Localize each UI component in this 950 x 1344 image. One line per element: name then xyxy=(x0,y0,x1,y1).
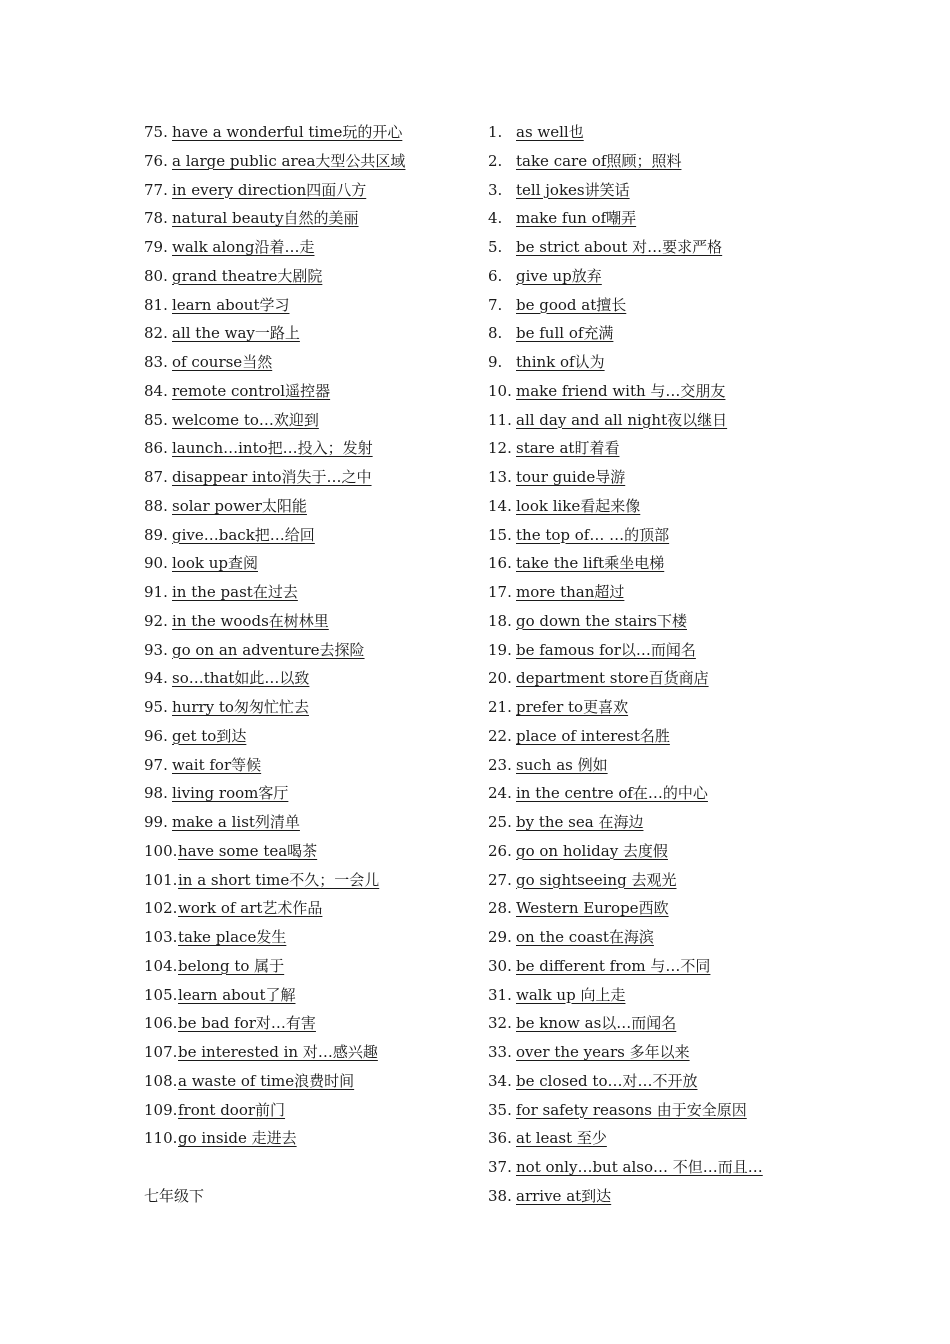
left-phrase-column xyxy=(144,118,474,1211)
entry-phrase: go on an adventure去探险 xyxy=(172,640,365,659)
entry-phrase: in the past在过去 xyxy=(172,583,298,601)
phrase-entry xyxy=(488,578,908,607)
phrase-entry xyxy=(144,1096,474,1125)
entry-number: 35. xyxy=(488,1100,512,1119)
entry-number: 96. xyxy=(144,726,168,745)
phrase-entry xyxy=(144,118,474,147)
entry-number: 102. xyxy=(144,899,178,918)
entry-number: 21. xyxy=(488,698,512,716)
phrase-entry xyxy=(144,176,474,205)
phrase-entry xyxy=(488,463,908,492)
entry-phrase: department store百货商店 xyxy=(516,669,709,688)
entry-number: 6. xyxy=(488,266,503,285)
entry-phrase: look up查阅 xyxy=(172,554,258,573)
entry-phrase: tour guide导游 xyxy=(516,468,626,486)
phrase-entry xyxy=(488,377,908,406)
entry-number: 83. xyxy=(144,353,168,371)
phrase-entry xyxy=(488,521,908,550)
entry-number: 99. xyxy=(144,813,168,831)
entry-number: 23. xyxy=(488,755,512,774)
phrase-entry xyxy=(488,406,908,435)
entry-number: 4. xyxy=(488,209,503,228)
entry-phrase: such as 例如 xyxy=(516,755,608,774)
phrase-entry xyxy=(488,348,908,377)
phrase-entry xyxy=(144,722,474,751)
entry-phrase: launch…into把…投入；发射 xyxy=(172,439,373,458)
phrase-entry xyxy=(144,952,474,981)
entry-number: 79. xyxy=(144,238,168,256)
entry-number: 19. xyxy=(488,640,512,659)
entry-phrase: walk along沿着…走 xyxy=(172,238,315,256)
entry-number: 27. xyxy=(488,870,512,889)
blank-line xyxy=(144,1153,474,1182)
entry-number: 90. xyxy=(144,554,168,573)
entry-number: 88. xyxy=(144,496,168,515)
entry-number: 31. xyxy=(488,985,512,1004)
entry-number: 12. xyxy=(488,439,512,458)
phrase-entry xyxy=(488,492,908,521)
entry-phrase: remote control遥控器 xyxy=(172,381,331,400)
phrase-entry xyxy=(144,521,474,550)
entry-phrase: solar power太阳能 xyxy=(172,496,307,515)
entry-phrase: natural beauty自然的美丽 xyxy=(172,209,359,228)
entry-number: 38. xyxy=(488,1186,512,1205)
entry-phrase: for safety reasons 由于安全原因 xyxy=(516,1100,747,1119)
section-title: 七年级下 xyxy=(144,1186,205,1205)
phrase-entry xyxy=(488,118,908,147)
entry-number: 2. xyxy=(488,151,503,170)
entry-number: 15. xyxy=(488,525,512,544)
entry-phrase: welcome to…欢迎到 xyxy=(172,410,319,429)
entry-phrase: have a wonderful time玩的开心 xyxy=(172,123,403,141)
phrase-entry xyxy=(144,1124,474,1153)
phrase-entry xyxy=(144,693,474,722)
entry-number: 110. xyxy=(144,1129,178,1148)
phrase-entry xyxy=(488,779,908,808)
phrase-entry xyxy=(488,176,908,205)
phrase-entry xyxy=(488,722,908,751)
entry-phrase: take care of照顾；照料 xyxy=(516,151,682,170)
entry-number: 101. xyxy=(144,870,178,889)
entry-number: 26. xyxy=(488,841,512,860)
entry-number: 34. xyxy=(488,1071,512,1090)
entry-phrase: give up放弃 xyxy=(516,266,602,285)
phrase-entry xyxy=(488,434,908,463)
phrase-entry xyxy=(488,751,908,780)
entry-number: 30. xyxy=(488,956,512,975)
phrase-entry xyxy=(144,1038,474,1067)
entry-phrase: Western Europe西欧 xyxy=(516,899,669,918)
entry-number: 75. xyxy=(144,123,168,141)
phrase-entry xyxy=(488,262,908,291)
phrase-entry xyxy=(488,1182,908,1211)
phrase-entry xyxy=(144,463,474,492)
phrase-entry xyxy=(488,1009,908,1038)
entry-number: 87. xyxy=(144,468,168,486)
entry-phrase: wait for等候 xyxy=(172,755,262,774)
phrase-entry xyxy=(488,1153,908,1182)
phrase-entry xyxy=(144,262,474,291)
entry-phrase: tell jokes讲笑话 xyxy=(516,180,630,199)
phrase-entry xyxy=(488,664,908,693)
entry-number: 105. xyxy=(144,985,178,1004)
entry-number: 93. xyxy=(144,640,168,659)
entry-number: 78. xyxy=(144,209,168,228)
phrase-entry xyxy=(488,549,908,578)
entry-number: 108. xyxy=(144,1071,178,1090)
phrase-entry xyxy=(488,1124,908,1153)
entry-number: 22. xyxy=(488,726,512,745)
phrase-entry xyxy=(488,636,908,665)
phrase-entry xyxy=(488,866,908,895)
phrase-entry xyxy=(144,434,474,463)
entry-phrase: in a short time不久；一会儿 xyxy=(178,870,380,889)
entry-phrase: be good at擅长 xyxy=(516,295,627,314)
phrase-entry xyxy=(488,1038,908,1067)
phrase-entry xyxy=(144,578,474,607)
entry-phrase: in the woods在树林里 xyxy=(172,611,329,630)
entry-phrase: walk up 向上走 xyxy=(516,985,626,1004)
entry-number: 18. xyxy=(488,611,512,630)
right-phrase-column xyxy=(488,118,908,1211)
entry-phrase: all the way一路上 xyxy=(172,324,300,343)
entry-phrase: make friend with 与…交朋友 xyxy=(516,381,726,400)
phrase-entry xyxy=(144,377,474,406)
entry-number: 3. xyxy=(488,180,503,199)
phrase-entry xyxy=(488,1067,908,1096)
entry-phrase: of course当然 xyxy=(172,353,273,371)
entry-phrase: in every direction四面八方 xyxy=(172,180,367,199)
entry-phrase: be famous for以…而闻名 xyxy=(516,640,696,659)
phrase-entry xyxy=(488,204,908,233)
phrase-entry xyxy=(144,147,474,176)
entry-phrase: be different from 与…不同 xyxy=(516,956,711,975)
entry-phrase: at least 至少 xyxy=(516,1129,607,1148)
phrase-entry xyxy=(144,204,474,233)
phrase-entry xyxy=(488,291,908,320)
entry-phrase: be full of充满 xyxy=(516,324,614,343)
phrase-entry xyxy=(488,923,908,952)
entry-number: 11. xyxy=(488,410,512,429)
entry-number: 17. xyxy=(488,583,512,601)
entry-phrase: think of认为 xyxy=(516,353,605,371)
entry-number: 9. xyxy=(488,353,503,371)
phrase-entry xyxy=(144,923,474,952)
entry-phrase: take place发生 xyxy=(178,928,287,946)
entry-number: 5. xyxy=(488,238,503,256)
phrase-entry xyxy=(488,981,908,1010)
entry-number: 106. xyxy=(144,1014,178,1033)
entry-phrase: be know as以…而闻名 xyxy=(516,1014,677,1033)
entry-phrase: give…back把…给回 xyxy=(172,525,315,544)
entry-number: 36. xyxy=(488,1129,512,1148)
entry-phrase: make a list列清单 xyxy=(172,813,300,831)
phrase-entry xyxy=(144,808,474,837)
entry-phrase: have some tea喝茶 xyxy=(178,841,318,860)
entry-number: 98. xyxy=(144,784,168,803)
entry-phrase: work of art艺术作品 xyxy=(178,899,323,918)
entry-phrase: be interested in 对…感兴趣 xyxy=(178,1043,378,1061)
entry-number: 80. xyxy=(144,266,168,285)
phrase-entry xyxy=(144,981,474,1010)
phrase-entry xyxy=(144,291,474,320)
entry-number: 94. xyxy=(144,669,168,688)
entry-number: 107. xyxy=(144,1043,178,1061)
entry-number: 25. xyxy=(488,813,512,831)
phrase-entry xyxy=(144,866,474,895)
entry-number: 24. xyxy=(488,784,512,803)
entry-number: 76. xyxy=(144,151,168,170)
entry-number: 100. xyxy=(144,841,178,860)
entry-number: 8. xyxy=(488,324,503,343)
entry-phrase: disappear into消失于…之中 xyxy=(172,468,372,486)
phrase-entry xyxy=(144,751,474,780)
phrase-entry xyxy=(488,837,908,866)
entry-number: 103. xyxy=(144,928,178,946)
entry-phrase: learn about学习 xyxy=(172,295,290,314)
entry-phrase: by the sea 在海边 xyxy=(516,813,644,831)
entry-phrase: grand theatre大剧院 xyxy=(172,266,323,285)
entry-number: 7. xyxy=(488,295,503,314)
phrase-entry xyxy=(144,1009,474,1038)
entry-number: 91. xyxy=(144,583,168,601)
entry-number: 109. xyxy=(144,1100,178,1119)
entry-number: 86. xyxy=(144,439,168,458)
entry-number: 97. xyxy=(144,755,168,774)
entry-phrase: so…that如此…以致 xyxy=(172,669,310,688)
phrase-entry xyxy=(488,693,908,722)
phrase-entry xyxy=(144,779,474,808)
entry-number: 33. xyxy=(488,1043,512,1061)
entry-phrase: take the lift乘坐电梯 xyxy=(516,554,665,573)
entry-phrase: belong to 属于 xyxy=(178,956,285,975)
phrase-entry xyxy=(144,492,474,521)
entry-phrase: a large public area大型公共区域 xyxy=(172,151,406,170)
entry-number: 84. xyxy=(144,381,168,400)
entry-phrase: place of interest名胜 xyxy=(516,726,670,745)
entry-phrase: the top of… …的顶部 xyxy=(516,525,670,544)
phrase-entry xyxy=(488,808,908,837)
phrase-entry xyxy=(144,894,474,923)
phrase-entry xyxy=(488,894,908,923)
entry-phrase: more than超过 xyxy=(516,583,625,601)
entry-number: 85. xyxy=(144,410,168,429)
entry-phrase: a waste of time浪费时间 xyxy=(178,1071,355,1090)
phrase-entry xyxy=(144,406,474,435)
entry-number: 92. xyxy=(144,611,168,630)
entry-number: 32. xyxy=(488,1014,512,1033)
entry-phrase: make fun of嘲弄 xyxy=(516,209,637,228)
entry-phrase: be bad for对…有害 xyxy=(178,1014,316,1033)
phrase-entry xyxy=(144,348,474,377)
entry-phrase: be closed to…对…不开放 xyxy=(516,1071,698,1090)
entry-number: 14. xyxy=(488,496,512,515)
phrase-entry xyxy=(488,607,908,636)
entry-number: 29. xyxy=(488,928,512,946)
phrase-entry xyxy=(144,607,474,636)
phrase-entry xyxy=(488,233,908,262)
phrase-entry xyxy=(144,837,474,866)
entry-number: 81. xyxy=(144,295,168,314)
entry-phrase: go down the stairs下楼 xyxy=(516,611,687,630)
phrase-entry xyxy=(144,1067,474,1096)
entry-phrase: over the years 多年以来 xyxy=(516,1043,690,1061)
entry-phrase: look like看起来像 xyxy=(516,496,641,515)
entry-phrase: in the centre of在…的中心 xyxy=(516,784,708,803)
entry-phrase: stare at盯着看 xyxy=(516,439,620,458)
entry-phrase: hurry to匆匆忙忙去 xyxy=(172,698,309,716)
entry-phrase: all day and all night夜以继日 xyxy=(516,410,728,429)
entry-number: 95. xyxy=(144,698,168,716)
entry-phrase: go on holiday 去度假 xyxy=(516,841,668,860)
entry-number: 1. xyxy=(488,123,503,141)
phrase-entry xyxy=(144,664,474,693)
entry-phrase: on the coast在海滨 xyxy=(516,928,654,946)
entry-number: 82. xyxy=(144,324,168,343)
phrase-entry xyxy=(144,233,474,262)
entry-phrase: front door前门 xyxy=(178,1100,286,1119)
entry-number: 10. xyxy=(488,381,512,400)
entry-phrase: not only…but also… 不但…而且… xyxy=(516,1158,763,1176)
phrase-entry xyxy=(144,549,474,578)
entry-phrase: arrive at到达 xyxy=(516,1186,612,1205)
entry-number: 20. xyxy=(488,669,512,688)
entry-phrase: prefer to更喜欢 xyxy=(516,698,629,716)
entry-phrase: go sightseeing 去观光 xyxy=(516,870,677,889)
entry-number: 77. xyxy=(144,180,168,199)
phrase-entry xyxy=(144,319,474,348)
entry-phrase: living room客厅 xyxy=(172,784,289,803)
entry-phrase: learn about了解 xyxy=(178,985,296,1004)
phrase-entry xyxy=(488,952,908,981)
phrase-entry xyxy=(488,319,908,348)
entry-phrase: get to到达 xyxy=(172,726,247,745)
entry-number: 104. xyxy=(144,956,178,975)
entry-phrase: be strict about 对…要求严格 xyxy=(516,238,723,256)
entry-number: 37. xyxy=(488,1158,512,1176)
entry-phrase: as well也 xyxy=(516,123,584,141)
phrase-entry xyxy=(144,636,474,665)
entry-number: 28. xyxy=(488,899,512,918)
phrase-entry xyxy=(488,1096,908,1125)
entry-phrase: go inside 走进去 xyxy=(178,1129,297,1148)
entry-number: 16. xyxy=(488,554,512,573)
entry-number: 89. xyxy=(144,525,168,544)
entry-number: 13. xyxy=(488,468,512,486)
phrase-entry xyxy=(488,147,908,176)
